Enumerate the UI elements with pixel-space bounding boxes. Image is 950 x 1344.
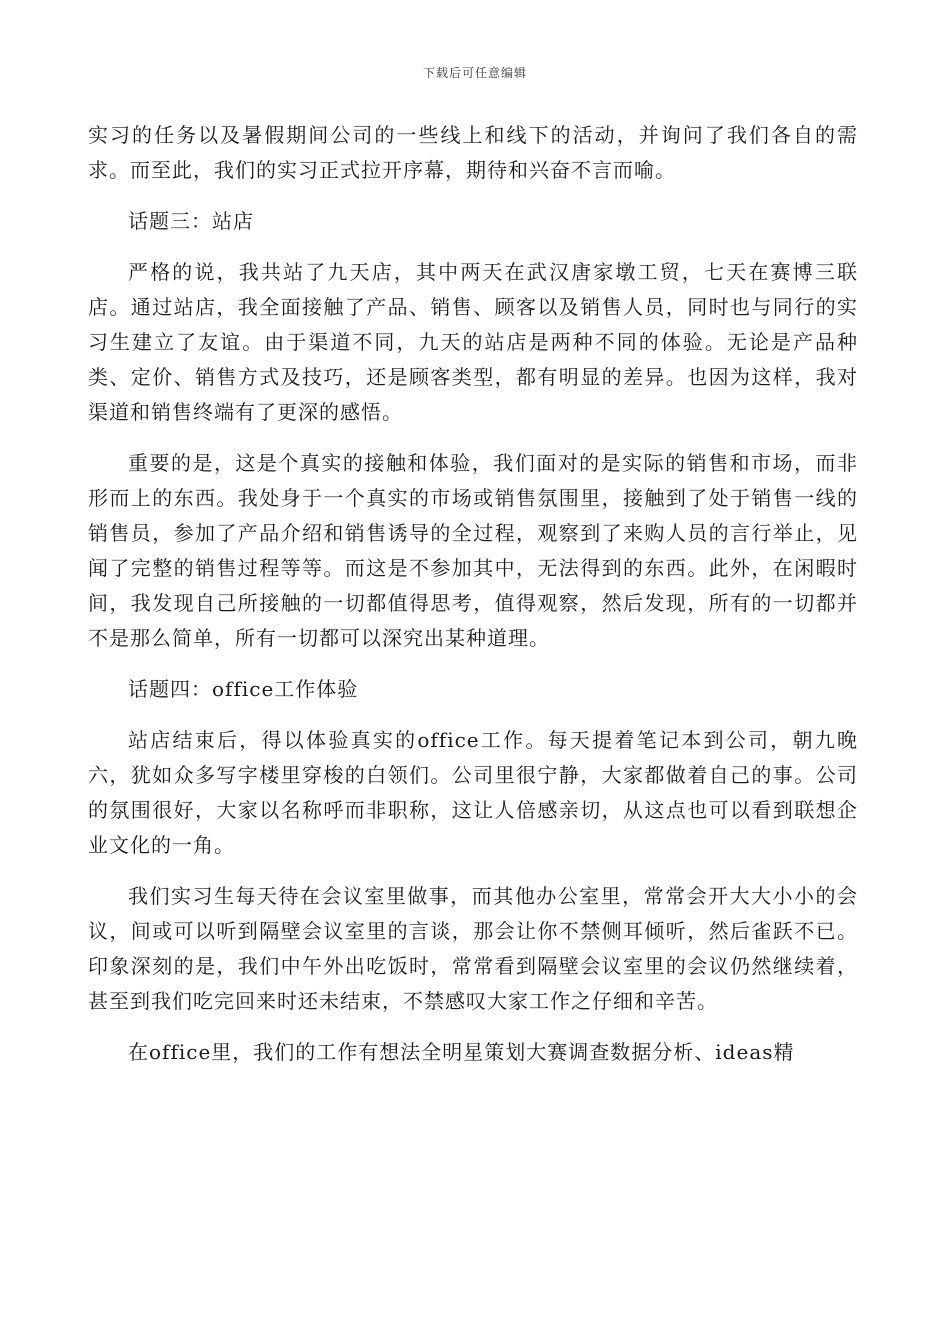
page-header: 下载后可任意编辑 [422, 66, 527, 80]
paragraph-office-tasks: 在office里，我们的工作有想法全明星策划大赛调查数据分析、ideas精 [128, 1040, 795, 1064]
section-heading-topic-4: 话题四：office工作体验 [128, 677, 359, 701]
paragraph-office-work: 站店结束后，得以体验真实的office工作。每天提着笔记本到公司，朝九晚六，犹如众多写字楼里穿梭的白领们。公司里很宁静，大家都做着自己的事。公司的氛围很好，大家以名称呼而非职称，这让人倍感亲切，从这点也可以看到联想企业文化的一角。 [88, 728, 858, 857]
document-body [88, 118, 858, 1086]
paragraph-real-experience: 重要的是，这是个真实的接触和体验，我们面对的是实际的销售和市场，而非形而上的东西。我处身于一个真实的市场或销售氛围里，接触到了处于销售一线的销售员，参加了产品介绍和销售诱导的全过程，观察到了来购人员的言行举止，见闻了完整的销售过程等等。而这是不参加其中，无法得到的东西。此外，在闲暇时间，我发现自己所接触的一切都值得思考，值得观察，然后发现，所有的一切都并不是那么简单，所有一切都可以深究出某种道理。 [88, 451, 858, 650]
paragraph-continued: 实习的任务以及暑假期间公司的一些线上和线下的活动，并询问了我们各自的需求。而至此，我们的实习正式拉开序幕，期待和兴奋不言而喻。 [88, 123, 858, 182]
section-heading-topic-3: 话题三：站店 [128, 209, 254, 233]
paragraph-store-duty: 严格的说，我共站了九天店，其中两天在武汉唐家墩工贸，七天在赛博三联店。通过站店，我全面接触了产品、销售、顾客以及销售人员，同时也与同行的实习生建立了友谊。由于渠道不同，九天的站店是两种不同的体验。无论是产品种类、定价、销售方式及技巧，还是顾客类型，都有明显的差异。也因为这样，我对渠道和销售终端有了更深的感悟。 [88, 260, 858, 424]
paragraph-meeting-room: 我们实习生每天待在会议室里做事，而其他办公室里，常常会开大大小小的会议，间或可以听到隔壁会议室里的言谈，那会让你不禁侧耳倾听，然后雀跃不已。印象深刻的是，我们中午外出吃饭时，常常看到隔壁会议室里的会议仍然继续着，甚至到我们吃完回来时还未结束，不禁感叹大家工作之仔细和辛苦。 [88, 884, 858, 1013]
